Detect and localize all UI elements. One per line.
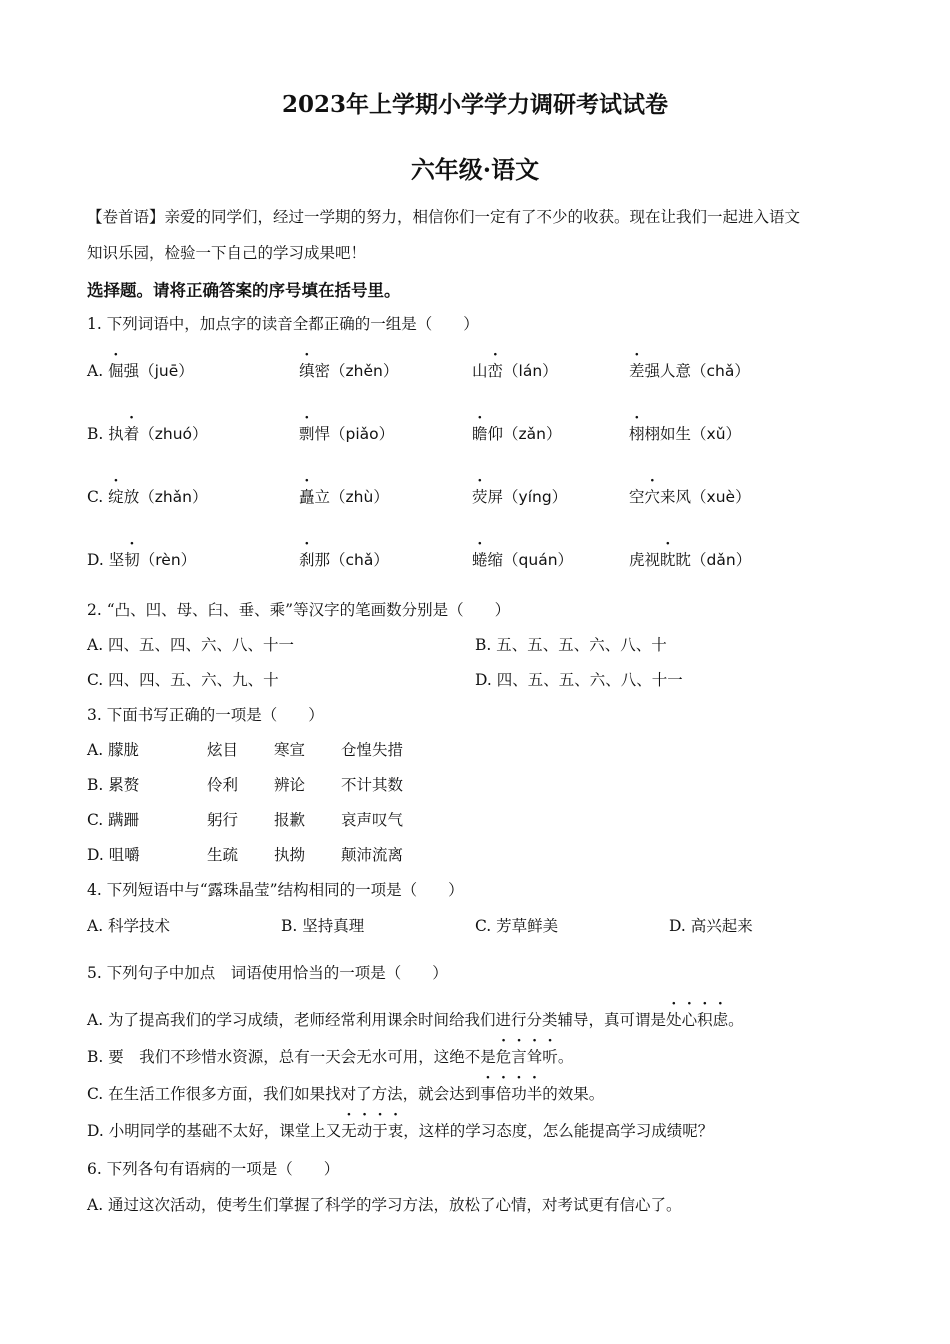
dotted-char: 无 <box>341 1122 357 1140</box>
q1-option-a-word-3 <box>472 359 558 381</box>
pinyin: （zhěn） <box>330 362 399 380</box>
word-suffix: 密 <box>314 362 331 380</box>
q6-option-a: A. 通过这次活动，使考生们掌握了科学的学习方法，放松了心情，对考试更有信心了。 <box>87 1196 682 1214</box>
q3-word: 报歉 <box>274 811 306 829</box>
q1-option-c-word-2 <box>299 485 389 507</box>
q1-stem: 1. 下列词语中，加点字的读音全都正确的一组是（ ） <box>87 315 479 333</box>
dotted-char: 绽 <box>108 488 124 506</box>
q2-stem: 2. “凸、凹、母、臼、垂、乘”等汉字的笔画数分别是（ ） <box>87 601 511 619</box>
dotted-char: 功 <box>511 1085 527 1103</box>
q1-option-c-word-1 <box>87 485 208 507</box>
word-suffix: 悍 <box>314 425 331 443</box>
q5-option-c <box>87 1082 604 1104</box>
word-suffix: 立 <box>314 488 331 506</box>
dotted-char: 于 <box>372 1122 388 1140</box>
sentence-end: 。 <box>728 1011 744 1029</box>
exam-subtitle: 六年级·语文 <box>410 155 540 184</box>
dotted-char: 言 <box>511 1048 527 1066</box>
q3-word: C. 蹒跚 <box>87 811 140 829</box>
q3-word: 伶利 <box>207 776 239 794</box>
pinyin: （lán） <box>503 362 558 380</box>
pinyin: （zhuó） <box>139 425 208 443</box>
q3-word: B. 累赘 <box>87 776 140 794</box>
dotted-char: 矗 <box>299 488 315 506</box>
word-prefix: D. 坚 <box>87 551 125 569</box>
dotted-char: 眈 <box>660 551 676 569</box>
section-heading: 选择题。请将正确答案的序号填在括号里。 <box>87 281 401 300</box>
dotted-char: 耸 <box>526 1048 543 1066</box>
q3-word: 生疏 <box>207 846 239 864</box>
q1-option-b-word-3 <box>472 422 562 444</box>
q1-option-d-word-4 <box>629 548 751 570</box>
q4-stem: 4. 下列短语中与“露珠晶莹”结构相同的一项是（ ） <box>87 881 464 899</box>
dotted-char: 栩 <box>629 425 645 443</box>
q6-stem: 6. 下列各句有语病的一项是（ ） <box>87 1160 340 1178</box>
sentence-start: A. 为了提高我们的学习成绩，老师经常利用课余时间给我们进行分类辅导，真可谓是 <box>87 1011 667 1029</box>
dotted-char: 荧 <box>472 488 488 506</box>
dotted-char: 韧 <box>124 551 140 569</box>
dotted-char: 倍 <box>495 1085 512 1103</box>
dotted-char: 刹 <box>299 551 315 569</box>
q3-stem: 3. 下面书写正确的一项是（ ） <box>87 706 324 724</box>
dotted-char: 积 <box>697 1011 713 1029</box>
word-suffix: 栩如生 <box>644 425 692 443</box>
word-suffix: 强人意 <box>644 362 692 380</box>
word-prefix: A. <box>87 362 109 380</box>
q1-option-c-word-3 <box>472 485 567 507</box>
dotted-char: 事 <box>480 1085 496 1103</box>
sentence-end: 。 <box>557 1048 574 1066</box>
q2-option-c: C. 四、四、五、六、九、十 <box>87 671 279 689</box>
word-suffix: 缩 <box>487 551 504 569</box>
q1-option-b-word-2 <box>299 422 394 444</box>
q1-option-a-word-1 <box>87 359 194 381</box>
word-prefix: 空 <box>629 488 645 506</box>
sentence-end: 的效果。 <box>542 1085 605 1103</box>
q3-word: 哀声叹气 <box>341 811 404 829</box>
word-prefix: 山 <box>472 362 488 380</box>
q3-word: 炫目 <box>207 741 239 759</box>
dotted-char: 倔 <box>108 362 124 380</box>
q4-option-a: A. 科学技术 <box>87 917 171 935</box>
dotted-idiom <box>480 1085 542 1103</box>
q5-option-b <box>87 1045 573 1067</box>
dotted-char: 危 <box>495 1048 512 1066</box>
word-suffix: 屏 <box>487 488 504 506</box>
word-suffix: 那 <box>314 551 331 569</box>
dotted-char: 衷 <box>387 1122 404 1140</box>
pinyin: （xǔ） <box>691 425 742 443</box>
intro-line-1: 【卷首语】亲爱的同学们，经过一学期的努力，相信你们一定有了不少的收获。现在让我们一起进入语文 <box>87 208 801 226</box>
word-suffix: 仰 <box>487 425 504 443</box>
pinyin: （zǎn） <box>503 425 562 443</box>
pinyin: （xuè） <box>691 488 751 506</box>
q2-option-a: A. 四、五、四、六、八、十一 <box>87 636 295 654</box>
word-suffix: 眈 <box>675 551 692 569</box>
q1-option-a-word-4 <box>629 359 750 381</box>
dotted-idiom <box>341 1122 403 1140</box>
pinyin: （dǎn） <box>691 551 752 569</box>
q1-option-d-word-1 <box>87 548 196 570</box>
q5-option-a <box>87 1008 744 1030</box>
dotted-char: 差 <box>629 362 645 380</box>
dotted-char: 缜 <box>299 362 315 380</box>
q3-word: 执拗 <box>274 846 306 864</box>
pinyin: （zhǎn） <box>139 488 208 506</box>
pinyin: （chǎ） <box>691 362 750 380</box>
q4-option-d: D. 高兴起来 <box>669 917 753 935</box>
q1-option-d-word-2 <box>299 548 389 570</box>
sentence-end: ，这样的学习态度，怎么能提高学习成绩呢？ <box>403 1122 714 1140</box>
dotted-char: 剽 <box>299 425 315 443</box>
q1-option-a-word-2 <box>299 359 398 381</box>
sentence-start: D. 小明同学的基础不太好，课堂上又 <box>87 1122 342 1140</box>
word-suffix: 放 <box>123 488 140 506</box>
q2-option-d: D. 四、五、五、六、八、十一 <box>475 671 683 689</box>
q3-word: A. 朦胧 <box>87 741 140 759</box>
q3-word: 不计其数 <box>341 776 404 794</box>
q3-word: 仓惶失措 <box>341 741 404 759</box>
q1-option-b-word-4 <box>629 422 741 444</box>
sentence-start: C. 在生活工作很多方面，我们如果找对了方法，就会达到 <box>87 1085 481 1103</box>
q2-option-b: B. 五、五、五、六、八、十 <box>475 636 667 654</box>
pinyin: （yíng） <box>503 488 568 506</box>
dotted-char: 动 <box>356 1122 373 1140</box>
q1-option-c-word-4 <box>629 485 751 507</box>
dotted-char: 听 <box>542 1048 558 1066</box>
q4-option-c: C. 芳草鲜美 <box>475 917 559 935</box>
dotted-char: 瞻 <box>472 425 488 443</box>
q3-word: 躬行 <box>207 811 239 829</box>
dotted-idiom <box>666 1011 728 1029</box>
q3-word: 颠沛流离 <box>341 846 404 864</box>
dotted-char: 处 <box>666 1011 682 1029</box>
dotted-idiom <box>496 1048 558 1066</box>
q1-option-d-word-3 <box>472 548 573 570</box>
pinyin: （quán） <box>503 551 574 569</box>
word-prefix: 虎视 <box>629 551 661 569</box>
dotted-char: 心 <box>681 1011 698 1029</box>
pinyin: （chǎ） <box>330 551 389 569</box>
dotted-char: 虑 <box>712 1011 729 1029</box>
q3-word: 辨论 <box>274 776 306 794</box>
pinyin: （rèn） <box>139 551 197 569</box>
word-suffix: 强 <box>123 362 140 380</box>
pinyin: （juē） <box>139 362 194 380</box>
q5-option-d <box>87 1119 713 1141</box>
dotted-char: 峦 <box>487 362 504 380</box>
q4-option-b: B. 坚持真理 <box>281 917 365 935</box>
q5-stem: 5. 下列句子中加点 词语使用恰当的一项是（ ） <box>87 964 448 982</box>
dotted-char: 着 <box>123 425 140 443</box>
q1-option-b-word-1 <box>87 422 208 444</box>
word-prefix: B. 执 <box>87 425 124 443</box>
exam-title: 2023年上学期小学学力调研考试试卷 <box>281 91 668 118</box>
sentence-start: B. 要 我们不珍惜水资源，总有一天会无水可用，这绝不是 <box>87 1048 496 1066</box>
q3-word: 寒宣 <box>274 741 306 759</box>
dotted-char: 蜷 <box>472 551 488 569</box>
pinyin: （zhù） <box>330 488 389 506</box>
word-prefix: C. <box>87 488 109 506</box>
pinyin: （piǎo） <box>330 425 395 443</box>
word-suffix: 来风 <box>660 488 692 506</box>
q3-word: D. 咀嚼 <box>87 846 140 864</box>
dotted-char: 半 <box>526 1085 543 1103</box>
intro-line-2: 知识乐园，检验一下自己的学习成果吧！ <box>87 244 367 262</box>
dotted-char: 穴 <box>644 488 661 506</box>
